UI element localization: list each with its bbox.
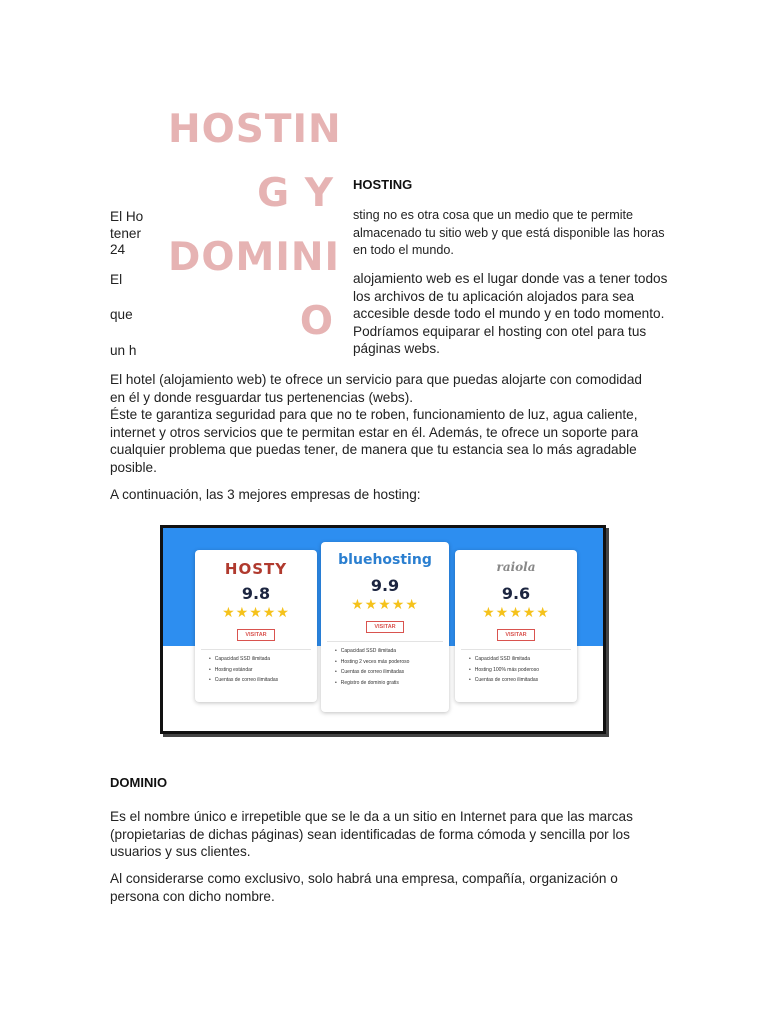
star-rating-icon: ★★★★★ [222,604,290,620]
fragment-tener: tener [110,226,141,241]
star-rating-icon: ★★★★★ [351,596,419,612]
title-line-1: HOSTIN [168,107,342,152]
title-line-4: O [299,299,334,344]
fragment-24: 24 [110,242,126,257]
visit-button[interactable]: VISITAR [497,629,534,641]
hosting-paragraph-2: alojamiento web es el lugar donde vas a tener todos los archivos de tu aplicación alojados para sea accesible desde todo el mundo y en todo momento. Podríamos equiparar el hosting con otel para tus páginas webs. [353,271,668,356]
hosting-heading: HOSTING [353,177,413,192]
feature-item: • Capacidad SSD ilimitada [335,646,449,657]
fragment-un-h: un h [110,343,137,358]
dominio-paragraph-2: Al considerarse como exclusivo, solo habrá una empresa, compañía, organización o persona con dicho nombre. [110,871,618,904]
fragment-el: El [110,272,123,287]
bluehosting-logo: bluehosting [338,552,432,568]
list-intro: A continuación, las 3 mejores empresas de hosting: [110,487,421,502]
feature-list [455,654,577,686]
dominio-paragraph-1: Es el nombre único e irrepetible que se le da a un sitio en Internet para que las marcas (propietarias de dichas páginas) sean identificadas de forma cómoda y sencilla por los usuarios y sus clientes. [110,809,633,859]
feature-item: • Capacidad SSD ilimitada [469,654,577,665]
hosting-card-hosty [195,550,317,702]
visit-button[interactable]: VISITAR [237,629,274,641]
card-score: 9.6 [501,584,531,603]
fragment-el-ho: El Ho [110,209,144,224]
feature-item: • Capacidad SSD ilimitada [209,654,317,665]
document-title [168,98,342,354]
feature-item: • Cuentas de correo ilimitadas [335,667,449,678]
feature-item: • Cuentas de correo ilimitadas [209,675,317,686]
feature-item: • Hosting estándar [209,665,317,676]
feature-item: • Registro de dominio gratis [335,678,449,689]
title-line-2: G Y [257,171,334,216]
feature-item: • Hosting 2 veces más poderoso [335,657,449,668]
hosting-paragraph-1: sting no es otra cosa que un medio que te permite almacenado tu sitio web y que está disponible las horas en todo el mundo. [353,208,665,257]
hosting-card-bluehosting [321,542,449,712]
fragment-que: que [110,307,133,322]
feature-list [195,654,317,686]
hosting-comparison-image [160,525,606,734]
title-line-3: DOMINI [168,235,340,280]
divider [461,649,571,650]
card-score: 9.9 [370,576,400,595]
star-rating-icon: ★★★★★ [482,604,550,620]
raiola-logo: raiola [496,560,536,574]
visit-button[interactable]: VISITAR [366,621,403,633]
hotel-paragraph-2: Éste te garantiza seguridad para que no te roben, funcionamiento de luz, agua caliente, internet y otros servicios que te permitan estar en él. Además, te ofrece un soporte para cualquier problema que puedas tener, de manera que tu estancia sea lo más agradable posible. [110,407,639,475]
hotel-paragraph-1: El hotel (alojamiento web) te ofrece un servicio para que puedas alojarte con comodidad en él y donde resguardar tus pertenencias (webs). [110,372,642,405]
hosting-card-raiola [455,550,577,702]
card-score: 9.8 [241,584,271,603]
feature-item: • Cuentas de correo ilimitadas [469,675,577,686]
feature-item: • Hosting 100% más poderoso [469,665,577,676]
hosty-logo: HOSTY [224,560,288,578]
divider [201,649,311,650]
divider [327,641,443,642]
dominio-heading: DOMINIO [110,775,168,790]
feature-list [321,646,449,688]
